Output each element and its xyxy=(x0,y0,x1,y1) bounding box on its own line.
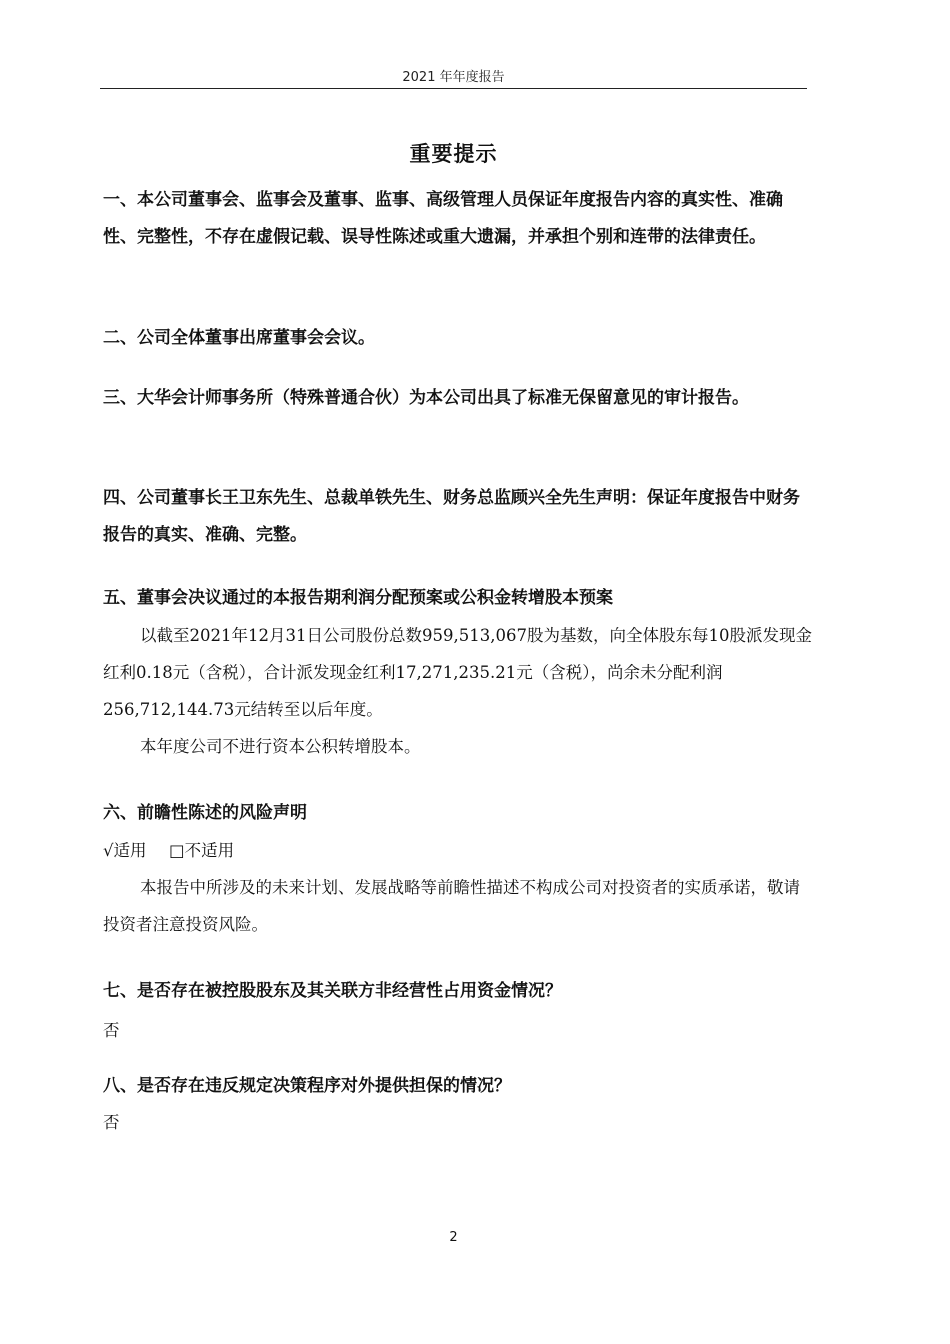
item-five-paragraph-1: 以截至2021年12月31日公司股份总数959,513,067股为基数，向全体股东每10股派发现金红利0.18元（含税），合计派发现金红利17,271,235.21元（含税），尚余未分配利润256,712,144.73元结转至以后年度。 xyxy=(103,626,812,719)
report-header: 2021 年年度报告 xyxy=(402,70,505,85)
header-rule xyxy=(100,88,807,89)
item-five-heading: 五、董事会决议通过的本报告期利润分配预案或公积金转增股本预案 xyxy=(103,588,613,608)
page-number: 2 xyxy=(449,1230,458,1245)
item-six-paragraph: 本报告中所涉及的未来计划、发展战略等前瞻性描述不构成公司对投资者的实质承诺，敬请投资者注意投资风险。 xyxy=(103,878,800,934)
item-eight-heading: 八、是否存在违反规定决策程序对外提供担保的情况？ xyxy=(103,1076,511,1096)
item-four: 四、公司董事长王卫东先生、总裁单铁先生、财务总监顾兴全先生声明：保证年度报告中财务报告的真实、准确、完整。 xyxy=(103,488,800,545)
item-seven-heading: 七、是否存在被控股股东及其关联方非经营性占用资金情况？ xyxy=(103,981,562,1001)
item-five-paragraph-2: 本年度公司不进行资本公积转增股本。 xyxy=(140,737,421,756)
item-eight-answer: 否 xyxy=(103,1113,120,1132)
item-two: 二、公司全体董事出席董事会会议。 xyxy=(103,328,375,348)
page-title: 重要提示 xyxy=(409,142,498,166)
applicable-option: √适用 xyxy=(103,841,147,860)
not-applicable-option: □不适用 xyxy=(169,841,235,860)
item-seven-answer: 否 xyxy=(103,1021,120,1040)
item-six-heading: 六、前瞻性陈述的风险声明 xyxy=(103,803,307,823)
item-one: 一、本公司董事会、监事会及董事、监事、高级管理人员保证年度报告内容的真实性、准确性、完整性，不存在虚假记载、误导性陈述或重大遗漏，并承担个别和连带的法律责任。 xyxy=(103,190,783,247)
item-three: 三、大华会计师事务所（特殊普通合伙）为本公司出具了标准无保留意见的审计报告。 xyxy=(103,388,749,408)
applicability-row xyxy=(103,832,813,869)
